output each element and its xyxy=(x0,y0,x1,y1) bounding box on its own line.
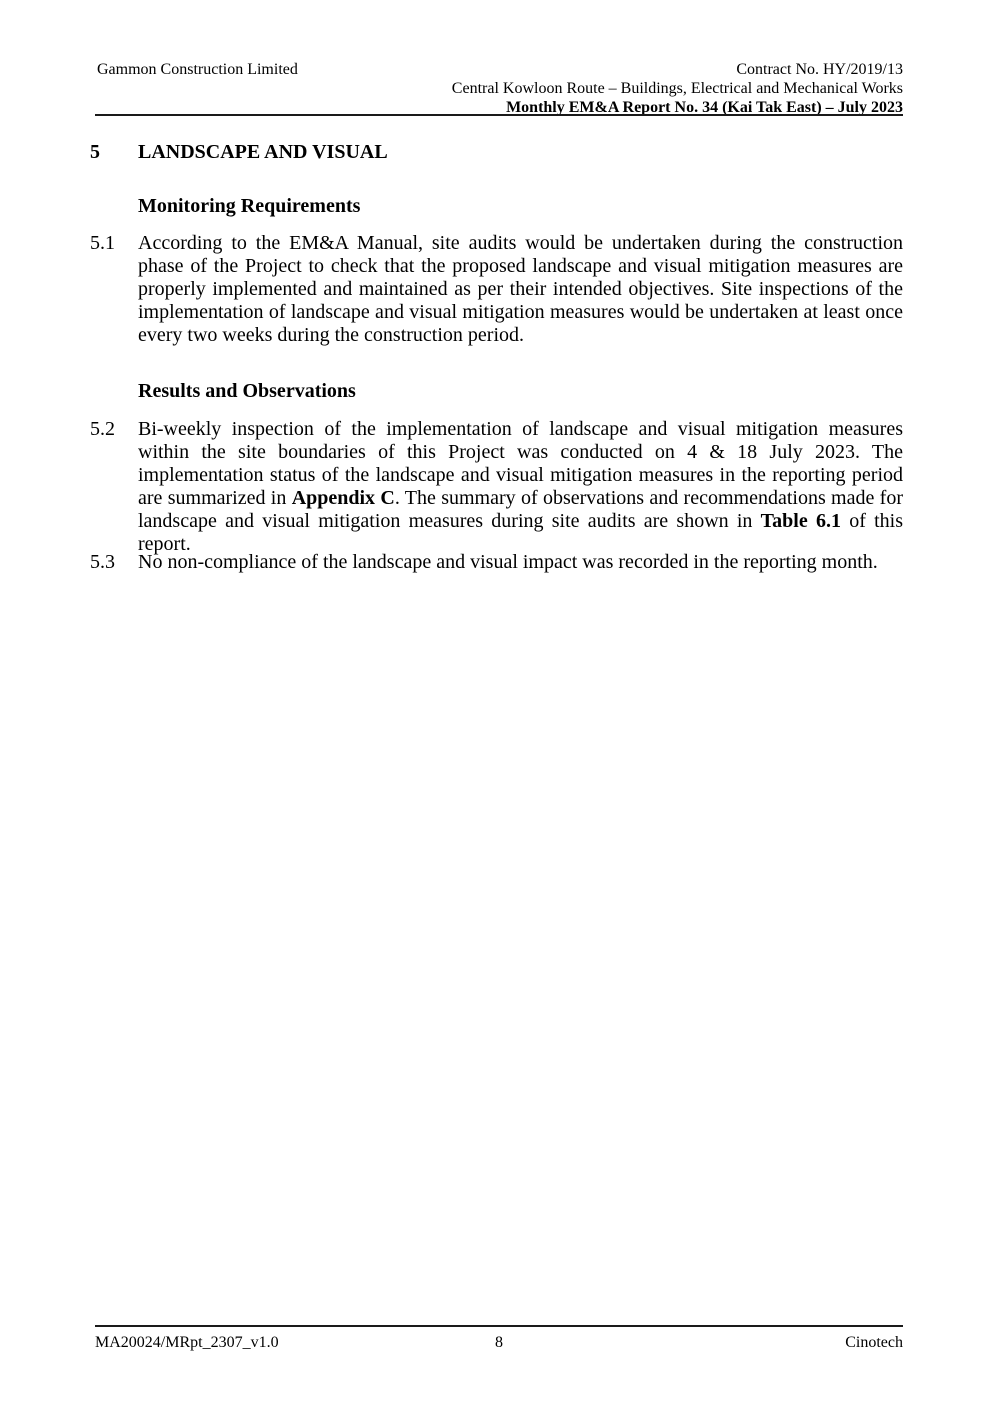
paragraph-5-2 xyxy=(90,418,903,556)
paragraph-5-2-number: 5.2 xyxy=(90,418,115,440)
section-heading xyxy=(90,141,388,164)
section-number: 5 xyxy=(90,141,100,163)
header-divider-rule xyxy=(95,114,903,116)
appendix-c-reference: Appendix C xyxy=(291,487,395,509)
paragraph-5-3-number: 5.3 xyxy=(90,551,115,573)
paragraph-5-2-text-part1: Bi-weekly inspection of the implementation of landscape and visual mitigation measures within the site boundaries of this Project was conducted on 4 & 18 July 2023. The implementation status of the landscape and visual mitigation measures in the reporting period are summarized in xyxy=(138,418,903,509)
company-name: Gammon Construction Limited xyxy=(97,61,298,78)
page-header xyxy=(95,60,903,117)
paragraph-5-1-text: According to the EM&A Manual, site audits would be undertaken during the construction phase of the Project to check that the proposed landscape and visual mitigation measures are properly implemented and maintained as per their intended objectives. Site inspections of the implementation of landscape and visual mitigation measures would be undertaken at least once every two weeks during the construction period. xyxy=(138,232,903,346)
paragraph-5-2-text-part2: . The summary of observations and recommendations made for landscape and visual mitigation measures during site audits are shown in xyxy=(138,487,904,532)
paragraph-5-3-text: No non-compliance of the landscape and visual impact was recorded in the reporting month. xyxy=(138,551,878,573)
paragraph-5-2-text-part3: of this report. xyxy=(138,510,903,555)
paragraph-5-1-number: 5.1 xyxy=(90,232,115,254)
section-title: LANDSCAPE AND VISUAL xyxy=(138,141,388,163)
paragraph-5-2-text xyxy=(138,418,903,556)
results-observations-heading: Results and Observations xyxy=(138,380,356,402)
document-reference: MA20024/MRpt_2307_v1.0 xyxy=(95,1334,279,1351)
report-title: Monthly EM&A Report No. 34 (Kai Tak East) – July 2023 xyxy=(506,99,903,116)
organization-name: Cinotech xyxy=(845,1334,903,1351)
monitoring-requirements-heading: Monitoring Requirements xyxy=(138,195,361,217)
page-footer xyxy=(95,1325,903,1352)
table-6-1-reference: Table 6.1 xyxy=(760,510,841,532)
contract-number: Contract No. HY/2019/13 xyxy=(736,61,903,78)
paragraph-5-3 xyxy=(90,551,903,574)
paragraph-5-1 xyxy=(90,232,903,347)
project-title: Central Kowloon Route – Buildings, Electrical and Mechanical Works xyxy=(451,80,903,97)
page-number: 8 xyxy=(494,1334,503,1351)
